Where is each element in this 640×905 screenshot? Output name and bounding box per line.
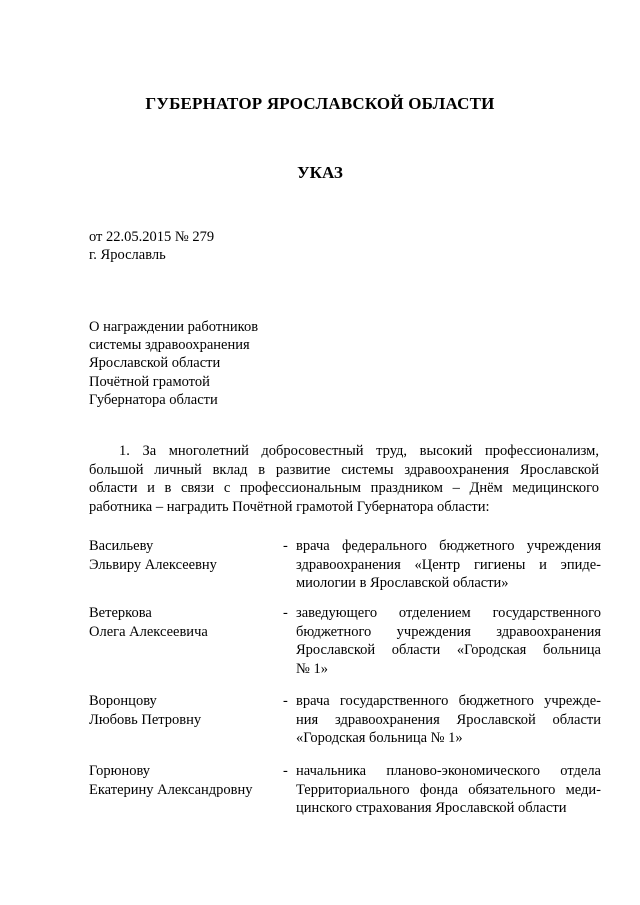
subject-line: Ярославской области xyxy=(89,355,221,372)
separator-dash: - xyxy=(283,538,288,554)
paragraph-line: 1. За многолетний добросовестный труд, высокий профессионализм, xyxy=(119,443,599,459)
date-number: от 22.05.2015 № 279 xyxy=(89,229,215,245)
city: г. Ярославль xyxy=(89,247,166,263)
position-line: здравоохранения «Центр гигиены и эпиде- xyxy=(296,556,601,573)
paragraph-line: области и в связи с профессиональным праздником – Днём медицинского xyxy=(89,480,599,496)
awardee-surname: Васильеву xyxy=(89,538,154,554)
position-line: «Городская больница № 1» xyxy=(296,730,463,746)
subject-line: О награждении работников xyxy=(89,319,259,335)
awardee-given-name: Олега Алексеевича xyxy=(89,623,208,640)
separator-dash: - xyxy=(283,605,288,621)
subject-line: Почётной грамотой xyxy=(89,373,210,390)
position-line: ния здравоохранения Ярославской области xyxy=(296,711,601,728)
position-line: врача государственного бюджетного учрежде- xyxy=(296,693,601,709)
awardee-given-name: Эльвиру Алексеевну xyxy=(89,556,217,573)
awardee-position xyxy=(296,604,601,678)
document-type-heading: УКАЗ xyxy=(297,163,343,182)
position-line: Ярославской области «Городская больница xyxy=(296,642,601,658)
position-line: начальника планово-экономического отдела xyxy=(296,763,601,779)
awardee-name xyxy=(89,762,279,799)
paragraph-line: работника – наградить Почётной грамотой Губернатора области: xyxy=(89,498,490,515)
position-line: миологии в Ярославской области» xyxy=(296,575,509,591)
awardee-position xyxy=(296,537,601,593)
awardee-name xyxy=(89,692,279,729)
awardee-surname: Горюнову xyxy=(89,763,151,779)
awardee-surname: Ветеркова xyxy=(89,605,152,621)
subject-block xyxy=(89,318,258,409)
awardee-given-name: Любовь Петровну xyxy=(89,711,202,728)
main-paragraph xyxy=(89,442,599,516)
awardee-name xyxy=(89,604,279,641)
position-line: № 1» xyxy=(296,660,328,677)
position-line: Территориального фонда обязательного меди- xyxy=(296,781,601,798)
position-line: заведующего отделением государственного xyxy=(296,605,601,621)
position-line: врача федерального бюджетного учреждения xyxy=(296,538,601,554)
awardee-position xyxy=(296,762,601,818)
position-line: бюджетного учреждения здравоохранения xyxy=(296,623,601,640)
position-line: цинского страхования Ярославской области xyxy=(296,800,567,816)
awardee-position xyxy=(296,692,601,748)
awardee-name xyxy=(89,537,279,574)
awardee-given-name: Екатерину Александровну xyxy=(89,781,253,798)
separator-dash: - xyxy=(283,693,288,709)
paragraph-line: большой личный вклад в развитие системы здравоохранения Ярославской xyxy=(89,461,599,478)
authority-heading: ГУБЕРНАТОР ЯРОСЛАВСКОЙ ОБЛАСТИ xyxy=(145,94,495,113)
subject-line: Губернатора области xyxy=(89,391,218,408)
subject-line: системы здравоохранения xyxy=(89,337,250,354)
awardee-surname: Воронцову xyxy=(89,693,157,709)
separator-dash: - xyxy=(283,763,288,779)
